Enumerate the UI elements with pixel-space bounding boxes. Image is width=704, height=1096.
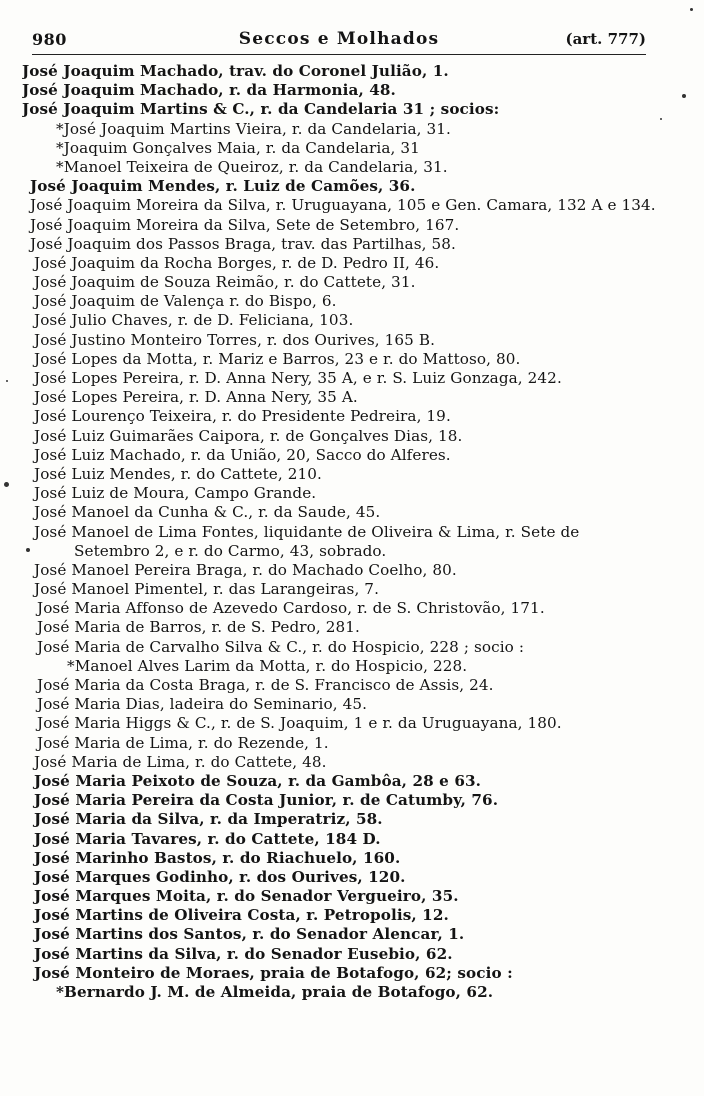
entry-partner-line: *Joaquim Gonçalves Maia, r. da Candelaria, 31	[56, 138, 420, 157]
print-speck	[690, 8, 693, 11]
print-speck	[682, 94, 686, 98]
entry-partner-line: *Manoel Alves Larim da Motta, r. do Hospicio, 228.	[67, 656, 468, 675]
entry-continuation-line: Setembro 2, e r. do Carmo, 43, sobrado.	[74, 541, 387, 560]
print-speck	[6, 380, 8, 382]
entry-line: José Maria de Lima, r. do Cattete, 48.	[34, 752, 327, 771]
entry-line: José Joaquim Machado, trav. do Coronel Julião, 1.	[22, 62, 449, 80]
entry-line: José Manoel de Lima Fontes, liquidante de Oliveira & Lima, r. Sete de	[34, 522, 580, 541]
entry-line: José Maria de Carvalho Silva & C., r. do Hospicio, 228 ; socio :	[37, 637, 525, 656]
entry-line: José Maria Tavares, r. do Cattete, 184 D.	[34, 829, 381, 848]
entry-line: José Joaquim Mendes, r. Luiz de Camões, 36.	[30, 177, 416, 196]
page-header	[32, 28, 646, 55]
entry-line: José Maria de Barros, r. de S. Pedro, 281.	[37, 618, 360, 637]
entry-line: José Marinho Bastos, r. do Riachuelo, 160.	[34, 848, 401, 867]
entry-line: José Marques Godinho, r. dos Ourives, 120.	[34, 867, 406, 886]
entry-line: José Maria da Silva, r. da Imperatriz, 58.	[34, 810, 383, 829]
entry-line: José Lourenço Teixeira, r. do Presidente Pedreira, 19.	[34, 407, 451, 426]
entry-line: José Joaquim de Valença r. do Bispo, 6.	[34, 292, 337, 311]
entry-line: José Julio Chaves, r. de D. Feliciana, 103.	[34, 311, 354, 330]
entry-line: José Maria Affonso de Azevedo Cardoso, r. de S. Christovão, 171.	[37, 599, 545, 618]
entry-line: José Marques Moita, r. do Senador Vergueiro, 35.	[34, 887, 459, 906]
entry-line: José Joaquim da Rocha Borges, r. de D. Pedro II, 46.	[34, 253, 440, 272]
print-speck	[4, 482, 9, 487]
page-number: 980	[32, 30, 67, 49]
article-reference: (art. 777)	[565, 30, 646, 48]
entry-line: José Maria Higgs & C., r. de S. Joaquim, 1 e r. da Uruguayana, 180.	[37, 714, 562, 733]
entry-line: José Lopes da Motta, r. Mariz e Barros, 23 e r. do Mattoso, 80.	[34, 349, 521, 368]
directory-entries	[22, 62, 672, 1002]
entry-line: José Maria de Lima, r. do Rezende, 1.	[37, 733, 329, 752]
entry-line: José Lopes Pereira, r. D. Anna Nery, 35 A.	[34, 388, 358, 407]
print-speck	[26, 548, 30, 552]
entry-line: José Lopes Pereira, r. D. Anna Nery, 35 A, e r. S. Luiz Gonzaga, 242.	[34, 369, 562, 387]
entry-line: José Manoel Pereira Braga, r. do Machado Coelho, 80.	[34, 560, 457, 579]
entry-line: José Joaquim de Souza Reimão, r. do Cattete, 31.	[34, 273, 416, 292]
entry-line: José Monteiro de Moraes, praia de Botafogo, 62; socio :	[34, 963, 513, 982]
entry-line: José Joaquim Machado, r. da Harmonia, 48.	[22, 81, 396, 100]
entry-line: José Maria Dias, ladeira do Seminario, 45.	[37, 695, 368, 714]
entry-line: José Martins dos Santos, r. do Senador Alencar, 1.	[34, 925, 465, 944]
entry-line: José Luiz Machado, r. da União, 20, Sacco do Alferes.	[34, 445, 451, 464]
entry-line: José Joaquim Moreira da Silva, r. Uruguayana, 105 e Gen. Camara, 132 A e 134.	[30, 196, 656, 215]
entry-line: José Martins da Silva, r. do Senador Eusebio, 62.	[34, 944, 453, 963]
entry-line: José Joaquim dos Passos Braga, trav. das Partilhas, 58.	[30, 234, 456, 253]
entry-line: José Maria da Costa Braga, r. de S. Francisco de Assis, 24.	[37, 676, 494, 694]
entry-line: José Luiz de Moura, Campo Grande.	[34, 484, 317, 503]
entry-line: José Martins de Oliveira Costa, r. Petropolis, 12.	[34, 906, 449, 925]
entry-partner-line: *Manoel Teixeira de Queiroz, r. da Candelaria, 31.	[56, 157, 448, 176]
entry-line: José Justino Monteiro Torres, r. dos Ourives, 165 B.	[34, 330, 436, 349]
entry-line: José Maria Peixoto de Souza, r. da Gambôa, 28 e 63.	[34, 771, 482, 790]
entry-line: José Manoel Pimentel, r. das Larangeiras, 7.	[34, 580, 379, 599]
entry-line: José Luiz Guimarães Caipora, r. de Gonçalves Dias, 18.	[34, 426, 463, 445]
entry-partner-line: *José Joaquim Martins Vieira, r. da Candelaria, 31.	[56, 119, 451, 138]
entry-line: José Luiz Mendes, r. do Cattete, 210.	[34, 464, 322, 483]
print-speck	[660, 118, 662, 120]
entry-line: José Joaquim Martins & C., r. da Candelaria 31 ; socios:	[22, 100, 500, 119]
running-title: Seccos e Molhados	[238, 29, 440, 49]
entry-partner-line: *Bernardo J. M. de Almeida, praia de Botafogo, 62.	[56, 983, 494, 1001]
entry-line: José Joaquim Moreira da Silva, Sete de Setembro, 167.	[30, 215, 460, 234]
entry-line: José Manoel da Cunha & C., r. da Saude, 45.	[34, 503, 381, 522]
entry-line: José Maria Pereira da Costa Junior, r. de Catumby, 76.	[34, 791, 499, 810]
